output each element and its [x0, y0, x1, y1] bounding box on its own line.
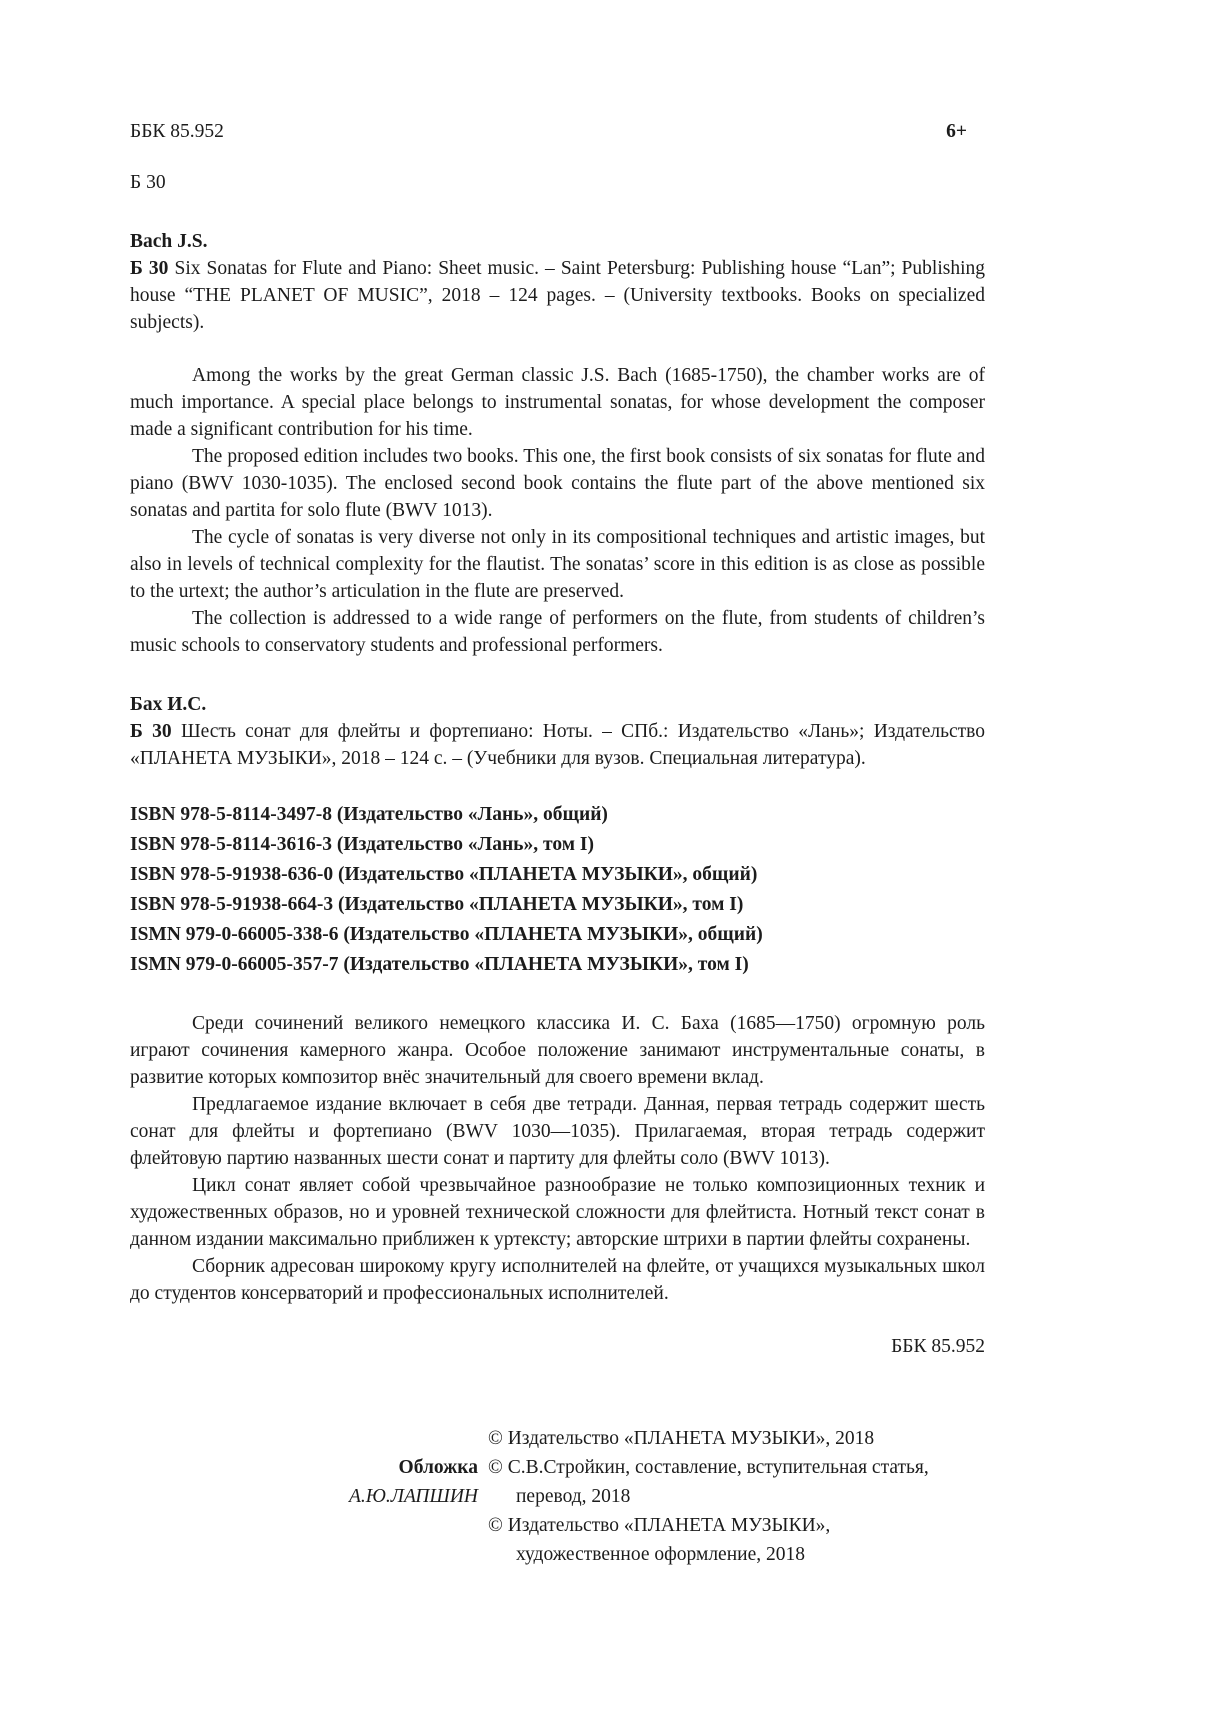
copyright-line-2: © С.В.Стройкин, составление, вступительная статья,	[488, 1457, 929, 1478]
catalog-entry-ru	[130, 718, 985, 772]
author-name-ru: Бах И.С.	[130, 694, 207, 715]
header-row	[130, 118, 985, 145]
catalog-entry-sign-en: Б 30	[130, 258, 169, 279]
author-sign: Б 30	[130, 172, 166, 193]
annotation-ru	[130, 1010, 985, 1307]
copyright-line-3: © Издательство «ПЛАНЕТА МУЗЫКИ»,	[488, 1515, 831, 1536]
copyright-line-3-continuation: художественное оформление, 2018	[516, 1544, 805, 1565]
annotation-ru-paragraph-4: Сборник адресован широкому кругу исполнителей на флейте, от учащихся музыкальных школ до студентов консерваторий и профессиональных исполнителей.	[130, 1256, 985, 1304]
catalog-entry-sign-ru: Б 30	[130, 721, 172, 742]
isbn-line-1: ISBN 978-5-8114-3497-8 (Издательство «Лань», общий)	[130, 804, 608, 825]
cover-credit	[130, 1424, 478, 1511]
cover-designer-name: А.Ю.ЛАПШИН	[348, 1486, 478, 1507]
identifier-block	[130, 800, 985, 980]
copyright-block	[130, 1424, 985, 1569]
annotation-en-paragraph-3: The cycle of sonatas is very diverse not only in its compositional techniques and artistic images, but also in levels of technical complexity for the flautist. The sonatas’ score in this edition is as close as possible to the urtext; the author’s articulation in the flute are preserved.	[130, 527, 985, 602]
annotation-en-paragraph-4: The collection is addressed to a wide range of performers on the flute, from students of children’s music schools to conservatory students and professional performers.	[130, 608, 985, 656]
annotation-en	[130, 362, 985, 659]
catalog-entry-text-ru: Шесть сонат для флейты и фортепиано: Ноты. – СПб.: Издательство «Лань»; Издательство «ПЛАНЕТА МУЗЫКИ», 2018 – 124 с. – (Учебники для вузов. Специальная литература).	[130, 721, 985, 769]
bbk-code-bottom: ББК 85.952	[891, 1336, 985, 1357]
age-rating: 6+	[946, 121, 967, 142]
ismn-line-1: ISMN 979-0-66005-338-6 (Издательство «ПЛАНЕТА МУЗЫКИ», общий)	[130, 924, 763, 945]
catalog-entry-text-en: Six Sonatas for Flute and Piano: Sheet music. – Saint Petersburg: Publishing house “Lan”; Publishing house “THE PLANET OF MUSIC”, 2018 – 124 pages. – (University textbooks. Books on specialized subjects).	[130, 258, 985, 333]
ismn-line-2: ISMN 979-0-66005-357-7 (Издательство «ПЛАНЕТА МУЗЫКИ», том I)	[130, 954, 749, 975]
catalog-entry-en	[130, 255, 985, 336]
author-name-en: Bach J.S.	[130, 231, 208, 252]
annotation-ru-paragraph-3: Цикл сонат являет собой чрезвычайное разнообразие не только композиционных техник и художественных образов, но и уровней технической сложности для флейтиста. Нотный текст сонат в данном издании максимально приближен к уртексту; авторские штрихи в партии флейты сохранены.	[130, 1175, 985, 1250]
copyright-lines	[488, 1424, 929, 1569]
copyright-line-2-continuation: перевод, 2018	[516, 1486, 631, 1507]
bbk-code-top: ББК 85.952	[130, 121, 224, 142]
isbn-line-3: ISBN 978-5-91938-636-0 (Издательство «ПЛАНЕТА МУЗЫКИ», общий)	[130, 864, 758, 885]
annotation-en-paragraph-2: The proposed edition includes two books. This one, the first book consists of six sonatas for flute and piano (BWV 1030-1035). The enclosed second book contains the flute part of the above mentioned six sonatas and partita for solo flute (BWV 1013).	[130, 446, 985, 521]
annotation-en-paragraph-1: Among the works by the great German classic J.S. Bach (1685-1750), the chamber works are of much importance. A special place belongs to instrumental sonatas, for whose development the composer made a significant contribution for his time.	[130, 365, 985, 440]
cover-credit-label: Обложка	[398, 1457, 478, 1478]
annotation-ru-paragraph-2: Предлагаемое издание включает в себя две тетради. Данная, первая тетрадь содержит шесть сонат для флейты и фортепиано (BWV 1030—1035). Прилагаемая, вторая тетрадь содержит флейтовую партию названных шести сонат и партиту для флейты соло (BWV 1013).	[130, 1094, 985, 1169]
isbn-line-2: ISBN 978-5-8114-3616-3 (Издательство «Лань», том I)	[130, 834, 594, 855]
isbn-line-4: ISBN 978-5-91938-664-3 (Издательство «ПЛАНЕТА МУЗЫКИ», том I)	[130, 894, 744, 915]
annotation-ru-paragraph-1: Среди сочинений великого немецкого классика И. С. Баха (1685—1750) огромную роль играют сочинения камерного жанра. Особое положение занимают инструментальные сонаты, в развитие которых композитор внёс значительный для своего времени вклад.	[130, 1013, 985, 1088]
copyright-line-1: © Издательство «ПЛАНЕТА МУЗЫКИ», 2018	[488, 1428, 875, 1449]
